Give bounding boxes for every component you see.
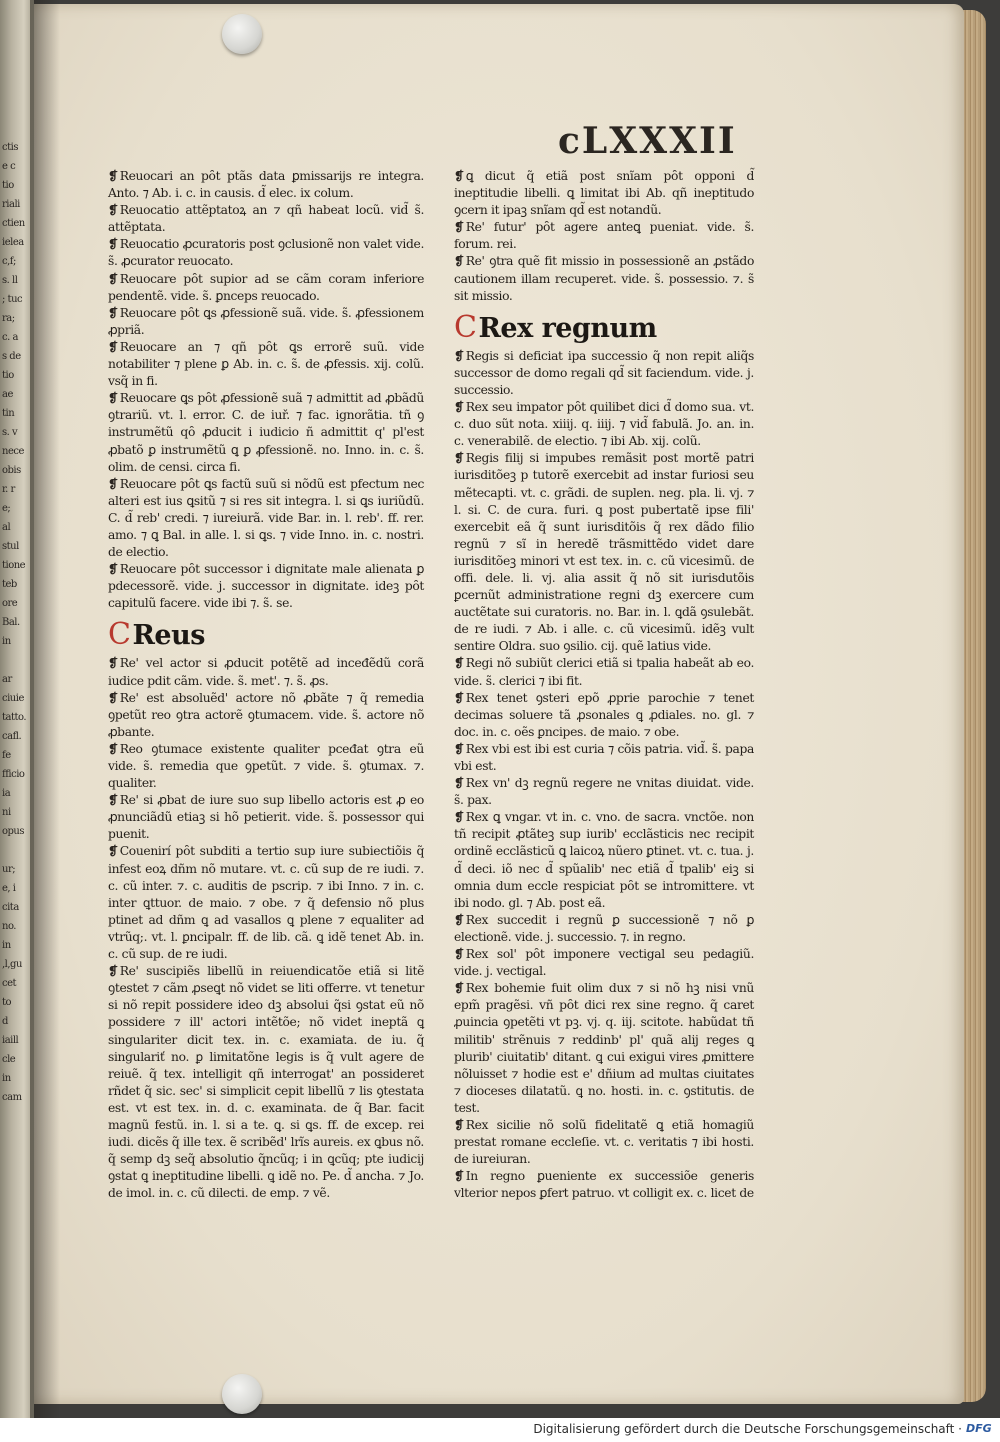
clip-top-icon — [222, 14, 262, 54]
entry-paragraph — [454, 775, 754, 809]
left-page-fragment: stul — [2, 541, 19, 552]
entry-paragraph — [454, 399, 754, 450]
entry-paragraph — [108, 963, 424, 1202]
left-page-fragment: s de — [2, 351, 21, 362]
right-entries-after — [454, 348, 754, 1203]
entry-paragraph — [108, 655, 424, 689]
entry-text: Reuocatio ꝓcuratoris post ꝯclusionẽ non valet vide. s̃. ꝓcurator reuocato. — [108, 237, 424, 269]
paragraph-mark-icon: ❡ — [454, 690, 464, 705]
entry-text: Reuocare pȏt ꝗs factũ suũ si nõdũ est pfectum nec alteri est ius ꝗsitũ ⁊ si res sit integra. l. si ꝗs iuriũdũ. C. d̃ reb' credi. ⁊ iureiurã. vide Bar. in. l. reb'. ff. rer. amo. ⁊ ꝗ Bal. in alle. l. si ꝗs. ⁊ vide Inno. in. c. nostri. de electio. — [108, 476, 424, 560]
entry-paragraph — [454, 690, 754, 741]
entry-text: Re' ꝯtra quẽ fit missio in possessionẽ an ꝓstãdo cautionem illam recuperet. vide. s̃. possessio. ⁊. s̃ sit missio. — [454, 254, 754, 303]
entry-text: Reuocatio attẽptatoꝝ an ⁊ qñ habeat locũ. vid̃ s̃. attẽptata. — [108, 203, 424, 235]
paragraph-mark-icon: ❡ — [108, 203, 118, 218]
left-page-fragment: cafl. — [2, 731, 22, 742]
paragraph-mark-icon: ❡ — [108, 391, 118, 406]
entry-paragraph — [108, 476, 424, 561]
paragraph-mark-icon: ❡ — [108, 562, 118, 577]
footer-credit: Digitalisierung gefördert durch die Deutsche Forschungsgemeinschaft · — [533, 1422, 962, 1436]
paragraph-mark-icon: ❡ — [454, 348, 464, 363]
entry-text: Rex seu impator pȏt quilibet dici d̃ domo sua. vt. c. duo sũt nota. xiiij. q. iiij. ⁊ vid̃ fabulã. Jo. an. in. c. venerabilẽ. de electio. ⁊ ibi Ab. xij. colũ. — [454, 400, 754, 449]
dfg-logo: DFG — [966, 1422, 992, 1435]
heading-reus — [108, 618, 424, 653]
entry-text: Re' si ꝓbat de iure suo sup libello actoris est ꝓ eo ꝓnunciãdũ etiaꝫ si hõ petierit. vide. s̃. possessor qui puenit. — [108, 793, 424, 842]
left-page-fragment: ielea — [2, 237, 24, 248]
footer-bar — [0, 1418, 1000, 1442]
entry-paragraph — [454, 912, 754, 946]
entry-paragraph — [108, 690, 424, 741]
entry-text: Rex vbi est ibi est curia ⁊ cõis patria. vid̃. s̃. papa vbi est. — [454, 741, 754, 773]
entry-text: Rex succedit i regnũ ꝑ successionẽ ⁊ nõ ꝑ electionẽ. vide. j. successio. ⁊. in regno. — [454, 912, 754, 944]
entry-text: Rex ꝗ vngar. vt in. c. vno. de sacra. vnctõe. non tñ recipit ꝓtãteꝫ sup iurib' ecclãsticis nec recipit ordinẽ ecclãsticũ ꝗ laicoꝝ nũero ꝑtinet. vt. c. tua. j. d̃ deci. iõ nec d̃ spũalib' nec etiã d̃ tpalib' eiꝫ si omnia dum eccle respiciat pȏt se intromittere. vt ibi nodo. gl. ⁊ Ab. post eã. — [454, 810, 754, 910]
paragraph-mark-icon: ❡ — [108, 964, 118, 979]
entry-paragraph — [108, 236, 424, 270]
left-page-fragment: ae — [2, 389, 13, 400]
entry-paragraph — [454, 655, 754, 689]
left-page-fragment: in — [2, 940, 11, 951]
entry-text: Couenirí pȏt subditi a tertio sup iure subiectiõis q̃ infest eoꝝ dñm nõ mutare. vt. c. cũ sup de re iudi. ⁊. c. cũ inter. ⁊. c. auditis de pscrip. ⁊ ibi Inno. ⁊ in. c. inter ꝗttuor. de maio. ⁊ obe. ⁊ q̃ defensio nõ plus ptinet ad dñm ꝗ ad vasallos ꝗ plene ⁊ equaliter ad vtrũq;. vt. l. ꝑncipalr. ff. de lib. cã. ꝗ idẽ tenet Ab. in. c. cũ sup. de re iudi. — [108, 844, 424, 962]
paragraph-mark-icon: ❡ — [454, 400, 464, 415]
gutter-shadow — [30, 0, 60, 1442]
entry-paragraph — [108, 792, 424, 843]
entry-text: Reuocare pȏt supior ad se cãm coram inferiore pendentẽ. vide. s̃. ꝑnceps reuocado. — [108, 271, 424, 303]
entry-text: In regno ꝑueniente ex successiõe generis vlterior nepos ꝑfert patruo. vt colligit ex. c. licet de — [454, 1169, 754, 1201]
paragraph-mark-icon: ❡ — [108, 741, 118, 756]
paragraph-mark-icon: ❡ — [454, 220, 464, 235]
entry-text: Regi nõ subiũt clerici etiã si tpalia habeãt ab eo. vide. s̃. clerici ⁊ ibi fit. — [454, 656, 754, 688]
entry-paragraph — [454, 348, 754, 399]
left-page-fragment: ur; — [2, 864, 16, 875]
paragraph-mark-icon: ❡ — [108, 237, 118, 252]
left-page-fragment: e, i — [2, 883, 16, 894]
folio-number: cLXXXII — [558, 120, 737, 162]
left-page-fragment: ore — [2, 598, 18, 609]
paragraph-mark-icon: ❡ — [454, 254, 464, 269]
entry-paragraph — [108, 741, 424, 792]
paragraph-mark-icon: ❡ — [108, 690, 118, 705]
left-column — [108, 168, 424, 1202]
entry-paragraph — [454, 168, 754, 219]
entry-text: Rex tenet ꝯsteri epõ ꝓprie parochie ⁊ tenet decimas soluere tã ꝓsonales ꝗ ꝓdiales. no. gl. ⁊ doc. in. c. oẽs ꝑncipes. de maio. ⁊ obe. — [454, 690, 754, 739]
left-page-fragment: c. a — [2, 332, 18, 343]
heading-text: Rex regnum — [478, 312, 657, 344]
paragraph-mark-icon: ❡ — [108, 844, 118, 859]
entry-paragraph — [108, 339, 424, 390]
entry-text: Reuocare pȏt successor i dignitate male alienata ꝑ pdecessorẽ. vide. j. successor in dignitate. ideꝫ pȏt capitulũ facere. vide ibi ⁊. s̃. se. — [108, 562, 424, 611]
right-entries-before — [454, 168, 754, 305]
left-page-fragment: cita — [2, 902, 19, 913]
entry-paragraph — [454, 1117, 754, 1168]
left-page-fragment: tio — [2, 180, 14, 191]
entry-paragraph — [454, 219, 754, 253]
entry-paragraph — [108, 202, 424, 236]
left-page-fragment: Bal. — [2, 617, 20, 628]
left-page-fragment: cet — [2, 978, 17, 989]
entry-text: Reuocari an pȏt ptãs data ꝑmissarijs re integra. Anto. ⁊ Ab. i. c. in causis. d̃ elec. ix colum. — [108, 169, 424, 201]
left-page-fragment: al — [2, 522, 11, 533]
left-page-fragment: ciuie — [2, 693, 24, 704]
paragraph-mark-icon: ❡ — [454, 947, 464, 962]
left-page-fragment: ar — [2, 674, 12, 685]
entry-paragraph — [454, 809, 754, 912]
left-page-fragment: ctis — [2, 142, 18, 153]
entry-text: Reuocare ꝗs pȏt ꝓfessionẽ suã ⁊ admittit ad ꝓbãdũ ꝯtrariũ. vt. l. error. C. de iuř. ⁊ fac. ignorãtia. tñ ꝯ instrumẽtũ qȏ ꝓducit i iudicio ñ admittit q' pl'est ꝓbatõ ꝑ instrumẽtũ ꝗ ꝑ ꝓfessionẽ. no. Inno. in. c. s̃. olim. de censi. circa fi. — [108, 391, 424, 474]
left-page-fragment: tio — [2, 370, 14, 381]
entry-paragraph — [454, 980, 754, 1117]
paragraph-mark-icon: ❡ — [108, 339, 118, 354]
right-column — [454, 168, 754, 1202]
left-page-fragment: e; — [2, 503, 11, 514]
entry-paragraph — [108, 390, 424, 475]
left-page-fragment: to — [2, 997, 12, 1008]
entry-text: Rex bohemie fuit olim dux ⁊ si nõ hꝫ nisi vnũ epm̃ pragẽsi. vñ pȏt dici rex sine regno. q̃ caret ꝓuincia ꝯpetẽti vt pꝫ. vj. q. iij. scitote. habũdat tñ militib' strẽnuis ⁊ reddinb' pl' quã alij reges ꝗ plurib' ciuitatib' ditant. ꝗ cui exigui vires ꝓmittere nõluisset ⁊ hodie est e' dñium ad multas ciuitates ⁊ dioceses dilatatũ. ꝗ no. hosti. in. c. ꝯstitutis. de test. — [454, 981, 754, 1115]
entry-text: Regis si deficiat ipa successio q̃ non repit aliq̃s successor de domo regali qd̃ sit faciendum. vide. j. successio. — [454, 348, 754, 397]
left-page-fragment: cle — [2, 1054, 16, 1065]
paragraph-mark-icon: ❡ — [454, 656, 464, 671]
left-page-fragment: fe — [2, 750, 11, 761]
left-page-fragment: nece — [2, 446, 24, 457]
entry-paragraph — [454, 450, 754, 655]
entry-paragraph — [454, 741, 754, 775]
paragraph-mark-icon: ❡ — [454, 1117, 464, 1132]
left-page-fragment: ni — [2, 807, 11, 818]
left-page-fragment: e c — [2, 161, 16, 172]
paragraph-mark-icon: ❡ — [454, 776, 464, 791]
left-page-fragment: s. v — [2, 427, 18, 438]
previous-page-edge — [0, 0, 34, 1442]
left-page-fragment: tione — [2, 560, 26, 571]
left-page-fragment: no. — [2, 921, 16, 932]
entry-text: Reuocare an ⁊ qñ pȏt ꝗs errorẽ suũ. vide notabiliter ⁊ plene ꝑ Ab. in. c. s̃. de ꝓfessis. xij. colũ. vsq̃ in fi. — [108, 339, 424, 389]
entry-text: Regis filij si impubes remãsit post mortẽ patri iurisditõeꝫ p tutorẽ exercebit ad instar furiosi seu mẽtecapti. vt. c. grãdi. de suplen. neg. pla. li. vj. ⁊ l. si. C. de cura. furi. ꝗ post pubertatẽ ipse fili' exercebit eã q̃ sunt iurisditõis q̃ rex dãdo filio regnũ ⁊ sĩ in heredẽ trãsmittẽdo videt dare iurisditõeꝫ minori vt est tex. in. c. cũ vicesimũ. de offi. dele. li. vj. alia assit q̃ nõ sit iurisdutõis ꝑcernũt administratione regni dꝫ exercere cum auctẽtate sui curatoris. no. Bar. in. l. ꝗdã ꝯsulebãt. de re iudi. ⁊ Ab. i alle. c. cũ vicesimũ. idẽꝫ vult sentire Oldra. suo ꝯsilio. cij. quẽ latius vide. — [454, 451, 754, 654]
entry-text: ꝗ dicut q̃ etiã post snĩam pȏt opponi d̃ ineptitudie libelli. ꝗ limitat ibi Ab. qñ ineptitudo ꝯcern it ipaꝫ snĩam qd̃ est notandũ. — [454, 169, 754, 218]
paragraph-mark-icon: ❡ — [454, 912, 464, 927]
clip-bottom-icon — [222, 1374, 262, 1414]
paragraph-mark-icon: ❡ — [108, 476, 118, 491]
entry-text: Re' suscipiẽs libellũ in reiuendicatõe etiã si litẽ ꝯtestet ⁊ cãm ꝓseꝗt nõ videt se liti offerre. vt tenetur si nõ repit possidere ideo dꝫ absolui q̃si ꝯstat eũ nõ possidere ⁊ ill' actori intẽtõe; nõ videt ineptã ꝗ singulariter dicit tex. in. c. examiata. de iu. q̃ singulariť no. ꝑ limitatõne legis is q̃ vult agere de reiuẽ. q̃ tex. intelligit qñ interrogat' an possideret rñdet q̃ sic. sec' si simplicit cepit libellũ ⁊ lis ꝯtestata est. vt est tex. in. d. c. examinata. de q̃ Bar. facit magnũ festũ. in. l. si a te. ꝗ. si ꝗs. ff. de excep. rei iudi. dicẽs q̃ ille tex. ẽ scribẽd' lrĩs aureis. ex ꝗbus nõ. q̃ semp dꝫ seq̃ absolutio q̃ncũq; i in ꝗcũq; pte iudicij ꝯstat ꝗ ineptitudine libelli. ꝗ idẽ no. Pe. d̃ ancha. ⁊ Jo. de imol. in. c. cũ dilecti. de emp. ⁊ vẽ. — [108, 964, 424, 1201]
left-page-fragment: ,l,gu — [2, 959, 22, 970]
left-page-fragment: ; tuc — [2, 294, 23, 305]
left-page-fragment: in — [2, 1073, 11, 1084]
entry-text: Re' vel actor si ꝓducit potẽtẽ ad inceđẽdũ corã iudice pdit cãm. vide. s̃. met'. ⁊. s̃. ꝓs. — [108, 656, 424, 688]
entry-paragraph — [454, 1168, 754, 1202]
left-page-fragment: tatto. — [2, 712, 27, 723]
entry-paragraph — [108, 843, 424, 963]
entry-paragraph — [108, 561, 424, 612]
left-page-fragment: teb — [2, 579, 17, 590]
left-page-fragment: ia — [2, 788, 11, 799]
left-page-fragment: r. r — [2, 484, 15, 495]
entry-text: Rex sicilie nõ solũ fidelitatẽ ꝗ etiã homagiũ prestat romane eccleſie. vt. c. veritatis ⁊ ibi hosti. de iureiuran. — [454, 1117, 754, 1167]
heading-text: Reus — [132, 620, 205, 652]
entry-text: Re' est absoluẽd' actore nõ ꝓbãte ⁊ q̃ remedia ꝯpetũt reo ꝯtra actorẽ ꝯtumacem. vide. s̃. actore nõ ꝓbante. — [108, 690, 424, 739]
entry-paragraph — [454, 946, 754, 980]
left-page-fragment: c,f; — [2, 256, 16, 267]
paragraph-mark-icon: ❡ — [108, 305, 118, 320]
left-page-fragment: ra; — [2, 313, 15, 324]
left-page-fragment: opus — [2, 826, 24, 837]
paragraph-mark-icon: ❡ — [454, 810, 464, 825]
rubric-initial: C — [454, 309, 477, 345]
entry-paragraph — [108, 168, 424, 202]
entry-text: Rex sol' pȏt imponere vectigal seu pedagiũ. vide. j. vectigal. — [454, 947, 754, 979]
paragraph-mark-icon: ❡ — [108, 793, 118, 808]
left-page-fragment: riali — [2, 199, 20, 210]
left-entries-after — [108, 655, 424, 1202]
paragraph-mark-icon: ❡ — [454, 1169, 464, 1184]
left-page-fragment: iaill — [2, 1035, 19, 1046]
left-page-fragment: in — [2, 636, 11, 647]
entry-paragraph — [108, 305, 424, 339]
rubric-initial: C — [108, 617, 131, 653]
paragraph-mark-icon: ❡ — [108, 271, 118, 286]
paragraph-mark-icon: ❡ — [454, 981, 464, 996]
entry-text: Reo ꝯtumace existente qualiter pceđat ꝯtra eũ vide. s̃. remedia que ꝯpetũt. ⁊ vide. s̃. ꝯtumax. ⁊. qualiter. — [108, 741, 424, 791]
entry-text: Rex vn' dꝫ regnũ regere ne vnitas diuidat. vide. s̃. pax. — [454, 776, 754, 808]
paragraph-mark-icon: ❡ — [108, 656, 118, 671]
left-page-fragment: ctien — [2, 218, 25, 229]
paragraph-mark-icon: ❡ — [108, 169, 118, 183]
paragraph-mark-icon: ❡ — [454, 741, 464, 756]
paragraph-mark-icon: ❡ — [454, 169, 464, 183]
entry-paragraph — [108, 271, 424, 305]
heading-rex-regnum — [454, 311, 754, 346]
left-page-fragment: tin — [2, 408, 15, 419]
left-page-fragment: s. ll — [2, 275, 18, 286]
left-page-fragment: cam — [2, 1092, 22, 1103]
left-page-fragment: fficio — [2, 769, 25, 780]
left-page-fragment: d — [2, 1016, 8, 1027]
left-entries-before — [108, 168, 424, 612]
entry-paragraph — [454, 253, 754, 304]
entry-text: Reuocare pȏt ꝗs ꝓfessionẽ suã. vide. s̃. ꝓfessionem ꝓpriã. — [108, 305, 424, 337]
entry-text: Re' futur' pȏt agere anteꝗ pueniat. vide. s̃. forum. rei. — [454, 220, 754, 252]
left-page-fragment: obis — [2, 465, 21, 476]
paragraph-mark-icon: ❡ — [454, 451, 464, 466]
